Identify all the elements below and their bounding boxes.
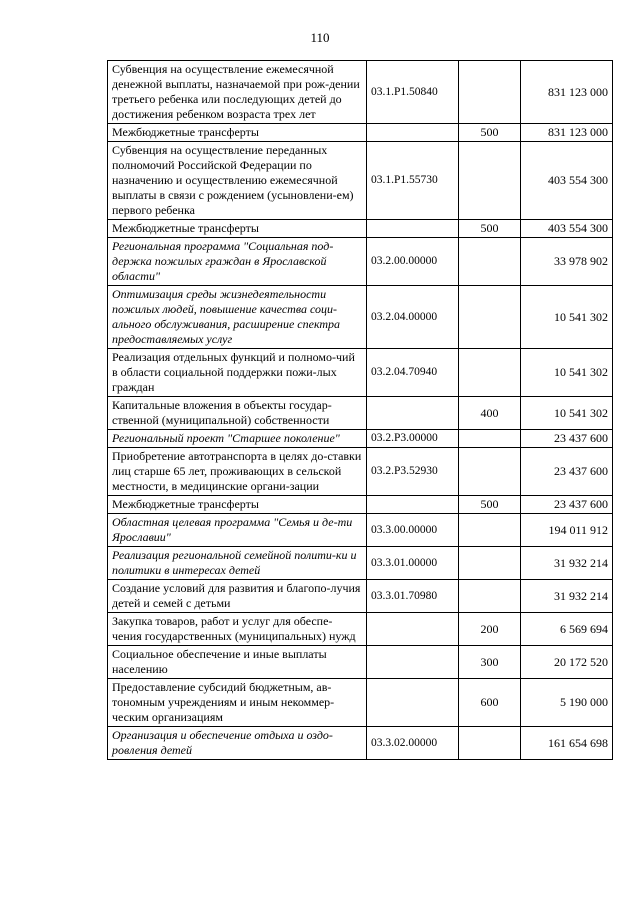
row-amount-cell: 161 654 698	[521, 727, 613, 760]
row-type-cell: 500	[459, 496, 521, 514]
table-row	[108, 286, 613, 349]
row-amount-cell: 33 978 902	[521, 238, 613, 286]
table-row	[108, 142, 613, 220]
row-type-cell	[459, 349, 521, 397]
row-code-cell: 03.2.P3.52930	[367, 448, 459, 496]
row-amount-cell: 10 541 302	[521, 349, 613, 397]
row-type-cell	[459, 448, 521, 496]
row-code-cell	[367, 397, 459, 430]
row-name-cell: Закупка товаров, работ и услуг для обеспе-чения государственных (муниципальных) нужд	[108, 613, 367, 646]
row-code-cell: 03.3.01.00000	[367, 547, 459, 580]
row-name-cell: Межбюджетные трансферты	[108, 496, 367, 514]
row-name-cell: Реализация отдельных функций и полномо-чий в области социальной поддержки пожи-лых граждан	[108, 349, 367, 397]
row-amount-cell: 23 437 600	[521, 430, 613, 448]
row-code-cell: 03.3.01.70980	[367, 580, 459, 613]
row-amount-cell: 6 569 694	[521, 613, 613, 646]
table-row	[108, 349, 613, 397]
row-amount-cell: 10 541 302	[521, 286, 613, 349]
row-type-cell: 400	[459, 397, 521, 430]
row-code-cell: 03.3.02.00000	[367, 727, 459, 760]
table-row	[108, 496, 613, 514]
row-amount-cell: 31 932 214	[521, 547, 613, 580]
row-type-cell: 600	[459, 679, 521, 727]
row-code-cell: 03.2.04.00000	[367, 286, 459, 349]
row-amount-cell: 5 190 000	[521, 679, 613, 727]
table-row	[108, 547, 613, 580]
page-number: 110	[310, 30, 330, 45]
row-name-cell: Предоставление субсидий бюджетным, ав-тономным учреждениям и иным некоммер-ческим организациям	[108, 679, 367, 727]
table-row	[108, 430, 613, 448]
row-amount-cell: 31 932 214	[521, 580, 613, 613]
row-type-cell	[459, 580, 521, 613]
row-code-cell: 03.1.P1.55730	[367, 142, 459, 220]
row-name-cell: Региональная программа "Социальная под-держка пожилых граждан в Ярославской области"	[108, 238, 367, 286]
row-amount-cell: 831 123 000	[521, 61, 613, 124]
row-type-cell: 500	[459, 220, 521, 238]
row-name-cell: Субвенция на осуществление переданных полномочий Российской Федерации по назначению и осуществлению ежемесячной выплаты в связи с рождением (усыновлени-ем) первого ребенка	[108, 142, 367, 220]
row-type-cell	[459, 514, 521, 547]
row-type-cell	[459, 61, 521, 124]
row-name-cell: Реализация региональной семейной полити-ки и политики в интересах детей	[108, 547, 367, 580]
row-code-cell: 03.1.P1.50840	[367, 61, 459, 124]
table-row	[108, 220, 613, 238]
table-row	[108, 580, 613, 613]
row-name-cell: Социальное обеспечение и иные выплаты населению	[108, 646, 367, 679]
budget-table	[107, 60, 613, 760]
row-type-cell	[459, 430, 521, 448]
row-code-cell	[367, 613, 459, 646]
budget-table-body	[108, 61, 613, 760]
row-code-cell: 03.2.00.00000	[367, 238, 459, 286]
row-code-cell: 03.2.04.70940	[367, 349, 459, 397]
row-amount-cell: 403 554 300	[521, 220, 613, 238]
row-amount-cell: 194 011 912	[521, 514, 613, 547]
row-amount-cell: 10 541 302	[521, 397, 613, 430]
row-code-cell	[367, 220, 459, 238]
row-type-cell	[459, 238, 521, 286]
table-row	[108, 61, 613, 124]
row-type-cell	[459, 142, 521, 220]
row-code-cell	[367, 679, 459, 727]
table-row	[108, 448, 613, 496]
row-name-cell: Организация и обеспечение отдыха и оздо-ровления детей	[108, 727, 367, 760]
row-name-cell: Приобретение автотранспорта в целях до-ставки лиц старше 65 лет, проживающих в сельской местности, в медицинские органи-зации	[108, 448, 367, 496]
row-name-cell: Капитальные вложения в объекты государ-ственной (муниципальной) собственности	[108, 397, 367, 430]
row-amount-cell: 20 172 520	[521, 646, 613, 679]
row-amount-cell: 403 554 300	[521, 142, 613, 220]
row-name-cell: Оптимизация среды жизнедеятельности пожилых людей, повышение качества соци-ального обслуживания, расширение спектра предоставляемых услуг	[108, 286, 367, 349]
row-amount-cell: 831 123 000	[521, 124, 613, 142]
row-name-cell: Создание условий для развития и благопо-лучия детей и семей с детьми	[108, 580, 367, 613]
table-row	[108, 646, 613, 679]
row-name-cell: Субвенция на осуществление ежемесячной денежной выплаты, назначаемой при рож-дении третьего ребенка или последующих детей до достижения ребенком возраста трех лет	[108, 61, 367, 124]
table-row	[108, 397, 613, 430]
row-code-cell: 03.2.P3.00000	[367, 430, 459, 448]
row-type-cell	[459, 727, 521, 760]
row-type-cell	[459, 286, 521, 349]
table-row	[108, 727, 613, 760]
row-name-cell: Региональный проект "Старшее поколение"	[108, 430, 367, 448]
row-type-cell	[459, 547, 521, 580]
row-code-cell	[367, 124, 459, 142]
row-type-cell: 500	[459, 124, 521, 142]
row-type-cell: 200	[459, 613, 521, 646]
table-row	[108, 613, 613, 646]
table-row	[108, 679, 613, 727]
row-code-cell: 03.3.00.00000	[367, 514, 459, 547]
table-row	[108, 238, 613, 286]
row-code-cell	[367, 646, 459, 679]
row-amount-cell: 23 437 600	[521, 496, 613, 514]
table-row	[108, 514, 613, 547]
row-type-cell: 300	[459, 646, 521, 679]
row-code-cell	[367, 496, 459, 514]
row-name-cell: Областная целевая программа "Семья и де-ти Ярославии"	[108, 514, 367, 547]
table-row	[108, 124, 613, 142]
row-amount-cell: 23 437 600	[521, 448, 613, 496]
row-name-cell: Межбюджетные трансферты	[108, 220, 367, 238]
row-name-cell: Межбюджетные трансферты	[108, 124, 367, 142]
